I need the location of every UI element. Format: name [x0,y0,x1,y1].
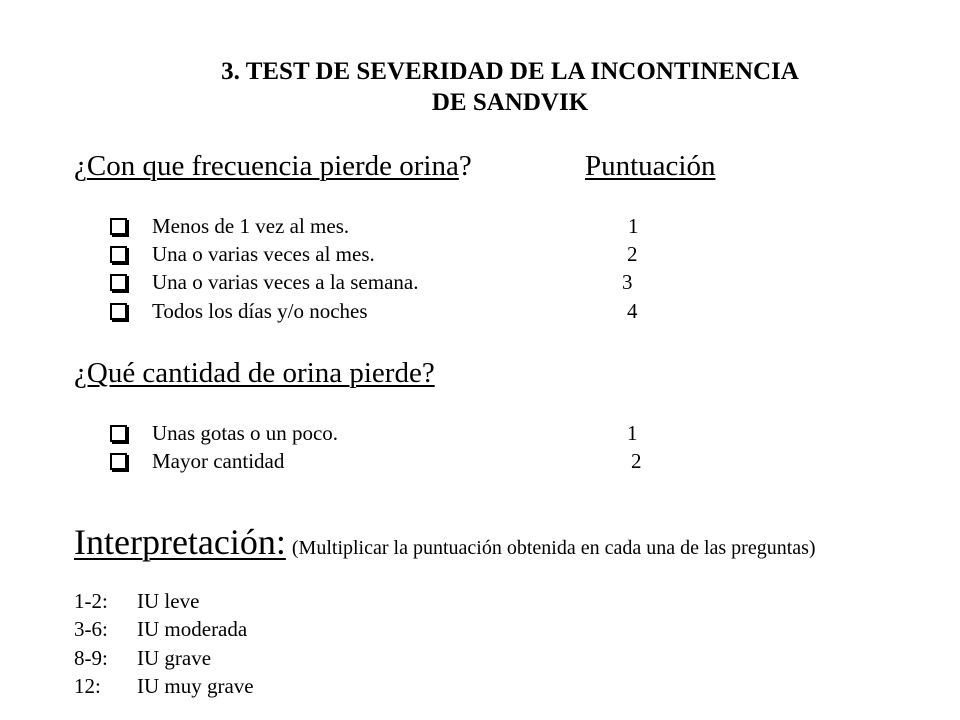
interpretation-heading [74,520,816,570]
option-score: 2 [631,449,642,473]
checkbox-icon[interactable] [110,246,127,263]
scale-range: 1-2: [74,589,108,613]
option-label: Una o varias veces al mes. [152,242,375,266]
option-label: Unas gotas o un poco. [152,421,339,445]
title-line-1: 3. TEST DE SEVERIDAD DE LA INCONTINENCIA [221,58,799,85]
scale-label: IU moderada [137,617,248,641]
option-score: 3 [622,270,633,294]
interpretation-note: (Multiplicar la puntuación obtenida en cada una de las preguntas) [291,537,816,559]
checkbox-icon[interactable] [110,303,127,320]
option-score: 1 [627,421,638,445]
option-label: Mayor cantidad [152,449,285,473]
scale-label: IU muy grave [137,674,254,698]
question-1-prefix: ¿ [74,150,87,182]
option-label: Menos de 1 vez al mes. [152,214,350,238]
question-1-suffix: ? [458,150,472,182]
option-label: Todos los días y/o noches [152,299,368,323]
checkbox-icon[interactable] [110,218,127,235]
option-score: 2 [627,242,638,266]
scale-range: 12: [74,674,101,698]
scale-label: IU leve [137,589,200,613]
interpretation-title: Interpretación: [74,522,286,562]
question-2-heading: ¿Qué cantidad de orina pierde? [74,357,435,389]
score-column-header: Puntuación [585,150,716,182]
checkbox-icon[interactable] [110,453,127,470]
checkbox-icon[interactable] [110,274,127,291]
checkbox-icon[interactable] [110,425,127,442]
scale-range: 3-6: [74,617,108,641]
scale-range: 8-9: [74,646,108,670]
title-line-2: DE SANDVIK [431,89,589,116]
question-1-heading [74,149,472,183]
option-score: 1 [628,214,639,238]
option-score: 4 [627,299,638,323]
option-label: Una o varias veces a la semana. [152,270,419,294]
question-1-text: Con que frecuencia pierde orina [86,150,459,182]
scale-label: IU grave [137,646,212,670]
document-title [120,56,900,118]
